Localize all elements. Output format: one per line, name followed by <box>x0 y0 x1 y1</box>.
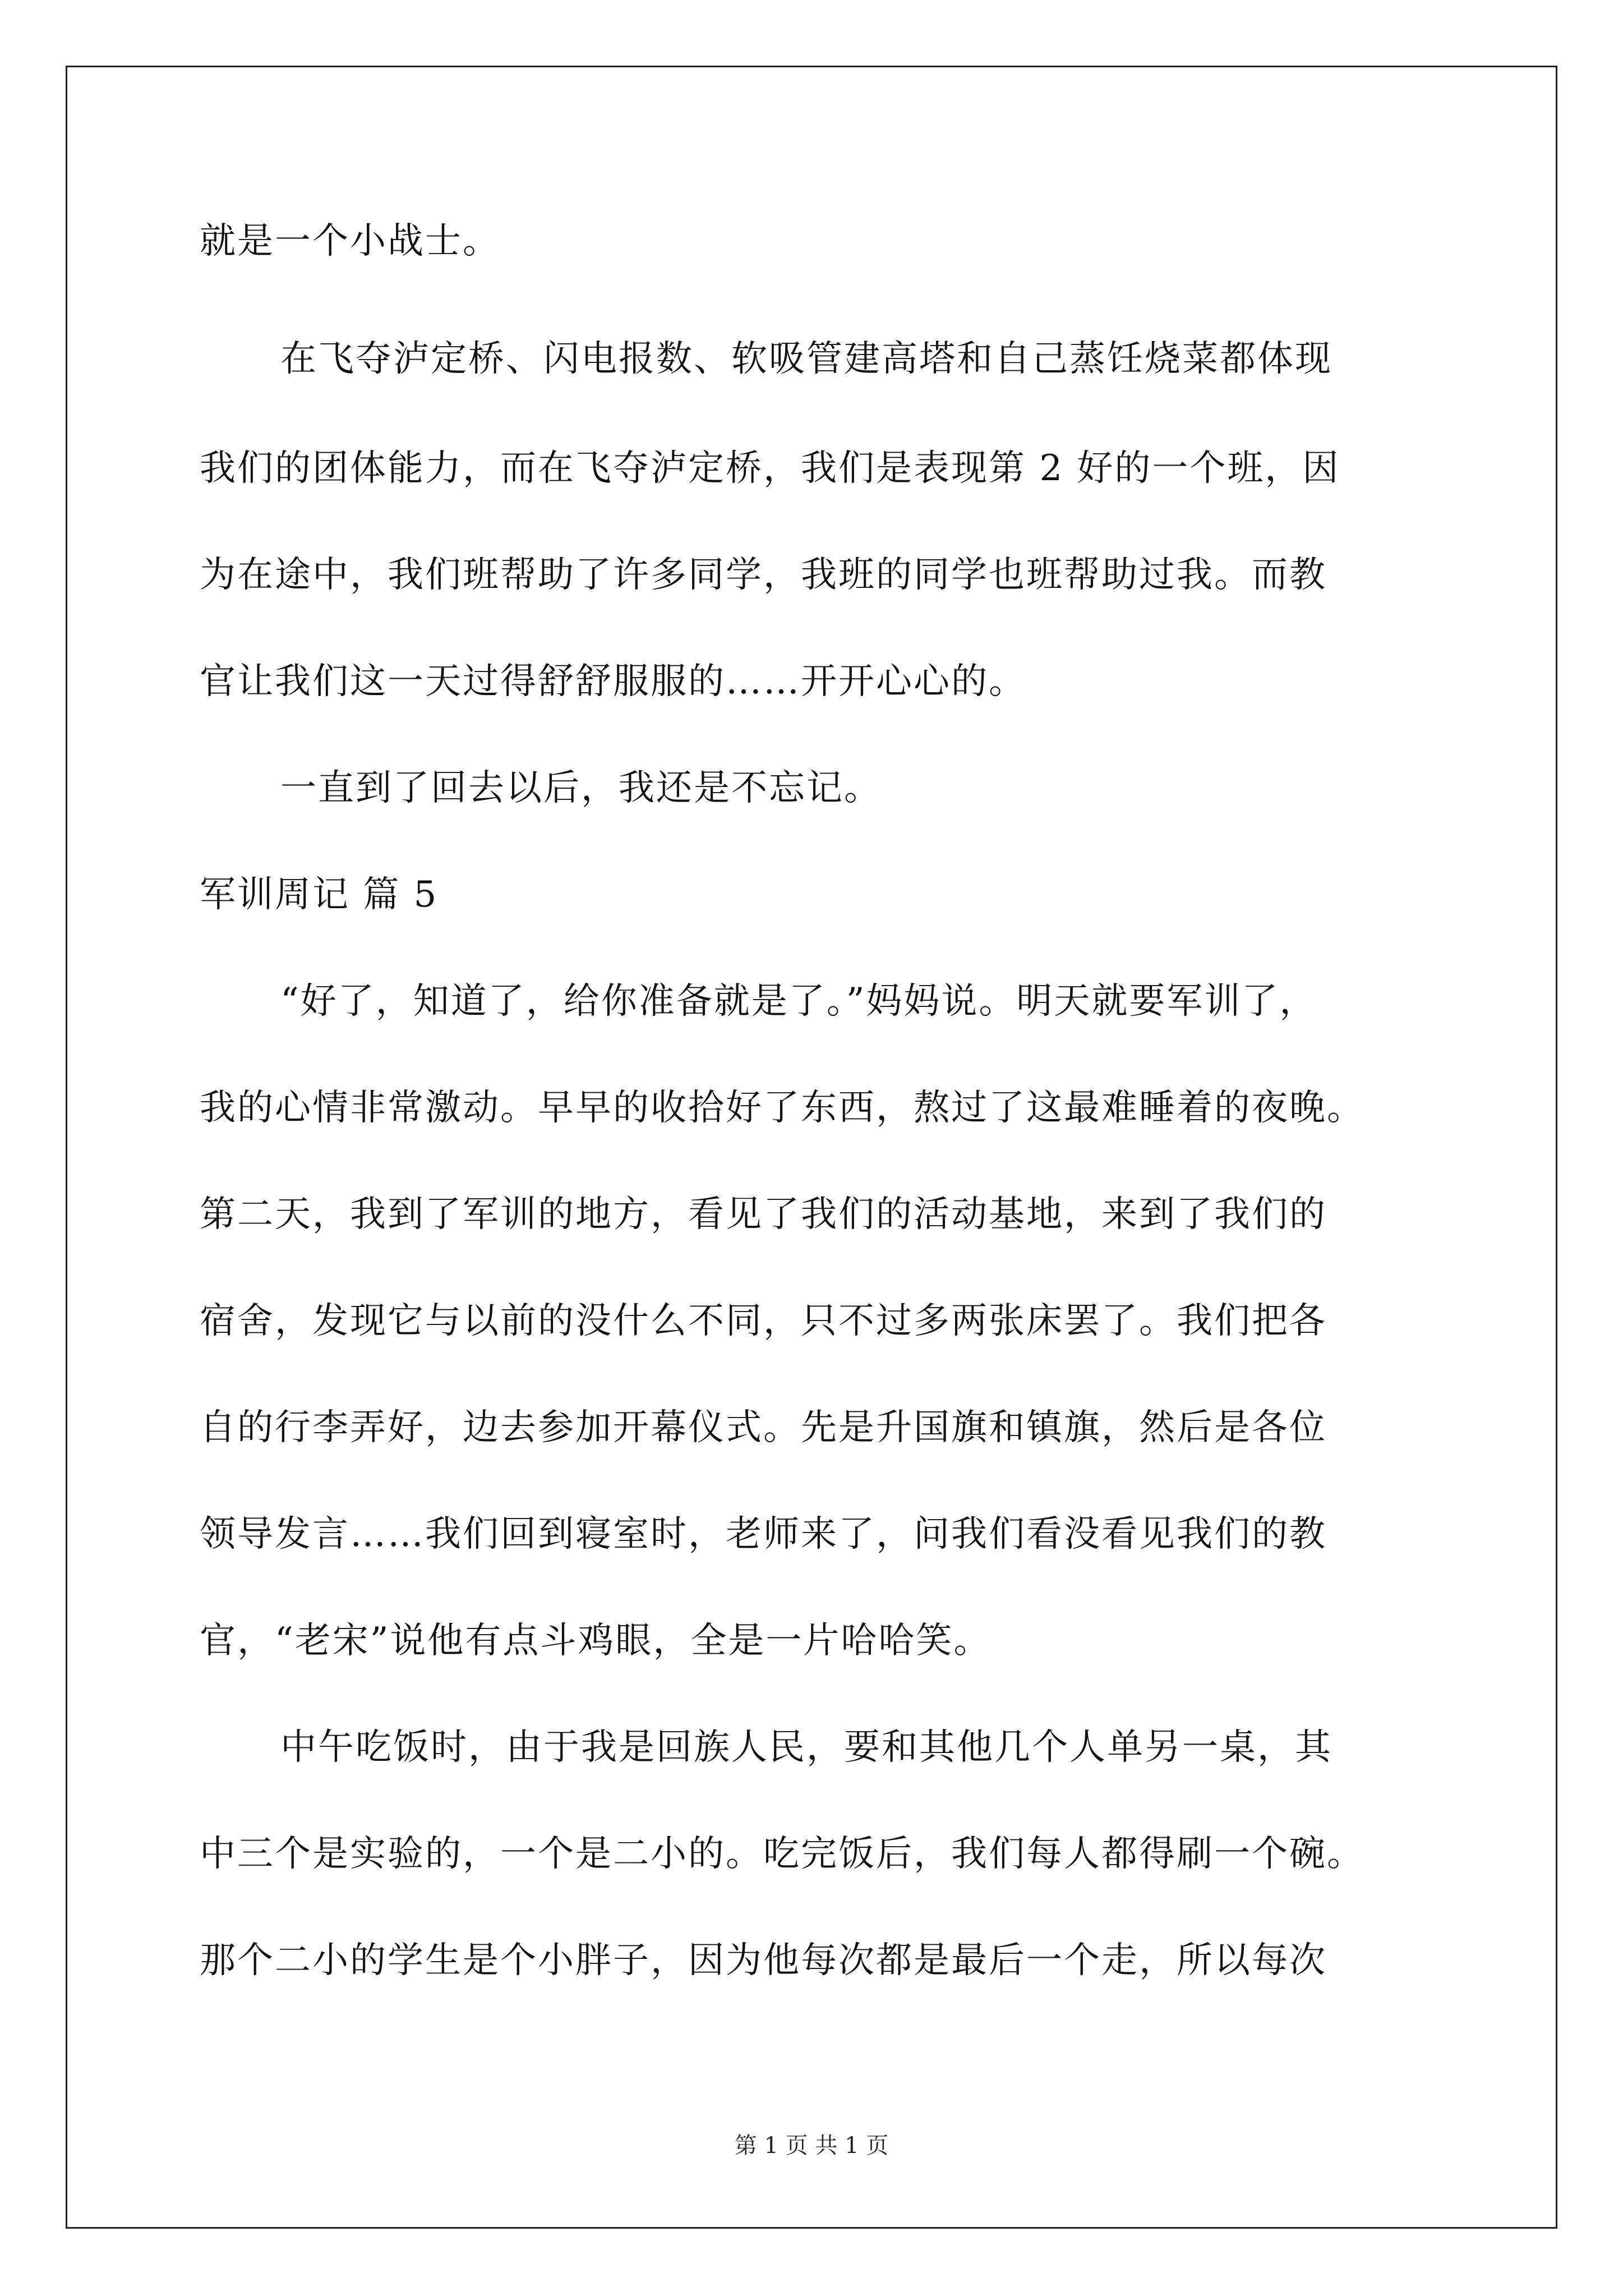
paragraph-line: 为在途中，我们班帮助了许多同学，我班的同学也班帮助过我。而教 <box>200 554 1327 596</box>
paragraph-line: 就是一个小战士。 <box>200 220 500 262</box>
paragraph-line: 自的行李弄好，边去参加开幕仪式。先是升国旗和镇旗，然后是各位 <box>200 1407 1327 1448</box>
paragraph-line: 中午吃饭时，由于我是回族人民，要和其他几个人单另一桌，其 <box>280 1727 1332 1768</box>
page-footer: 第 1 页 共 1 页 <box>734 2133 889 2159</box>
paragraph-line: 在飞夺泸定桥、闪电报数、软吸管建高塔和自己蒸饪烧菜都体现 <box>280 338 1332 380</box>
paragraph-line: 我们的团体能力，而在飞夺泸定桥，我们是表现第 2 好的一个班，因 <box>200 448 1340 489</box>
paragraph-line: 我的心情非常激动。早早的收拾好了东西，熬过了这最难睡着的夜晚。 <box>200 1087 1364 1129</box>
paragraph-line: “好了，知道了，给你准备就是了。”妈妈说。明天就要军训了， <box>280 981 1317 1022</box>
paragraph-line: 领导发言……我们回到寝室时，老师来了，问我们看没看见我们的教 <box>200 1513 1327 1555</box>
paragraph-line: 一直到了回去以后，我还是不忘记。 <box>280 767 882 809</box>
paragraph-line: 第二天，我到了军训的地方，看见了我们的活动基地，来到了我们的 <box>200 1194 1327 1235</box>
paragraph-line: 那个二小的学生是个小胖子，因为他每次都是最后一个走，所以每次 <box>200 1940 1327 1981</box>
paragraph-line: 宿舍，发现它与以前的没什么不同，只不过多两张床罢了。我们把各 <box>200 1300 1327 1342</box>
page-border <box>66 66 1557 2229</box>
paragraph-line: 中三个是实验的，一个是二小的。吃完饭后，我们每人都得刷一个碗。 <box>200 1833 1364 1875</box>
section-heading: 军训周记 篇 5 <box>200 874 439 915</box>
paragraph-line: 官，“老宋”说他有点斗鸡眼，全是一片哈哈笑。 <box>200 1620 992 1662</box>
paragraph-line: 官让我们这一天过得舒舒服服的……开开心心的。 <box>200 661 1026 702</box>
